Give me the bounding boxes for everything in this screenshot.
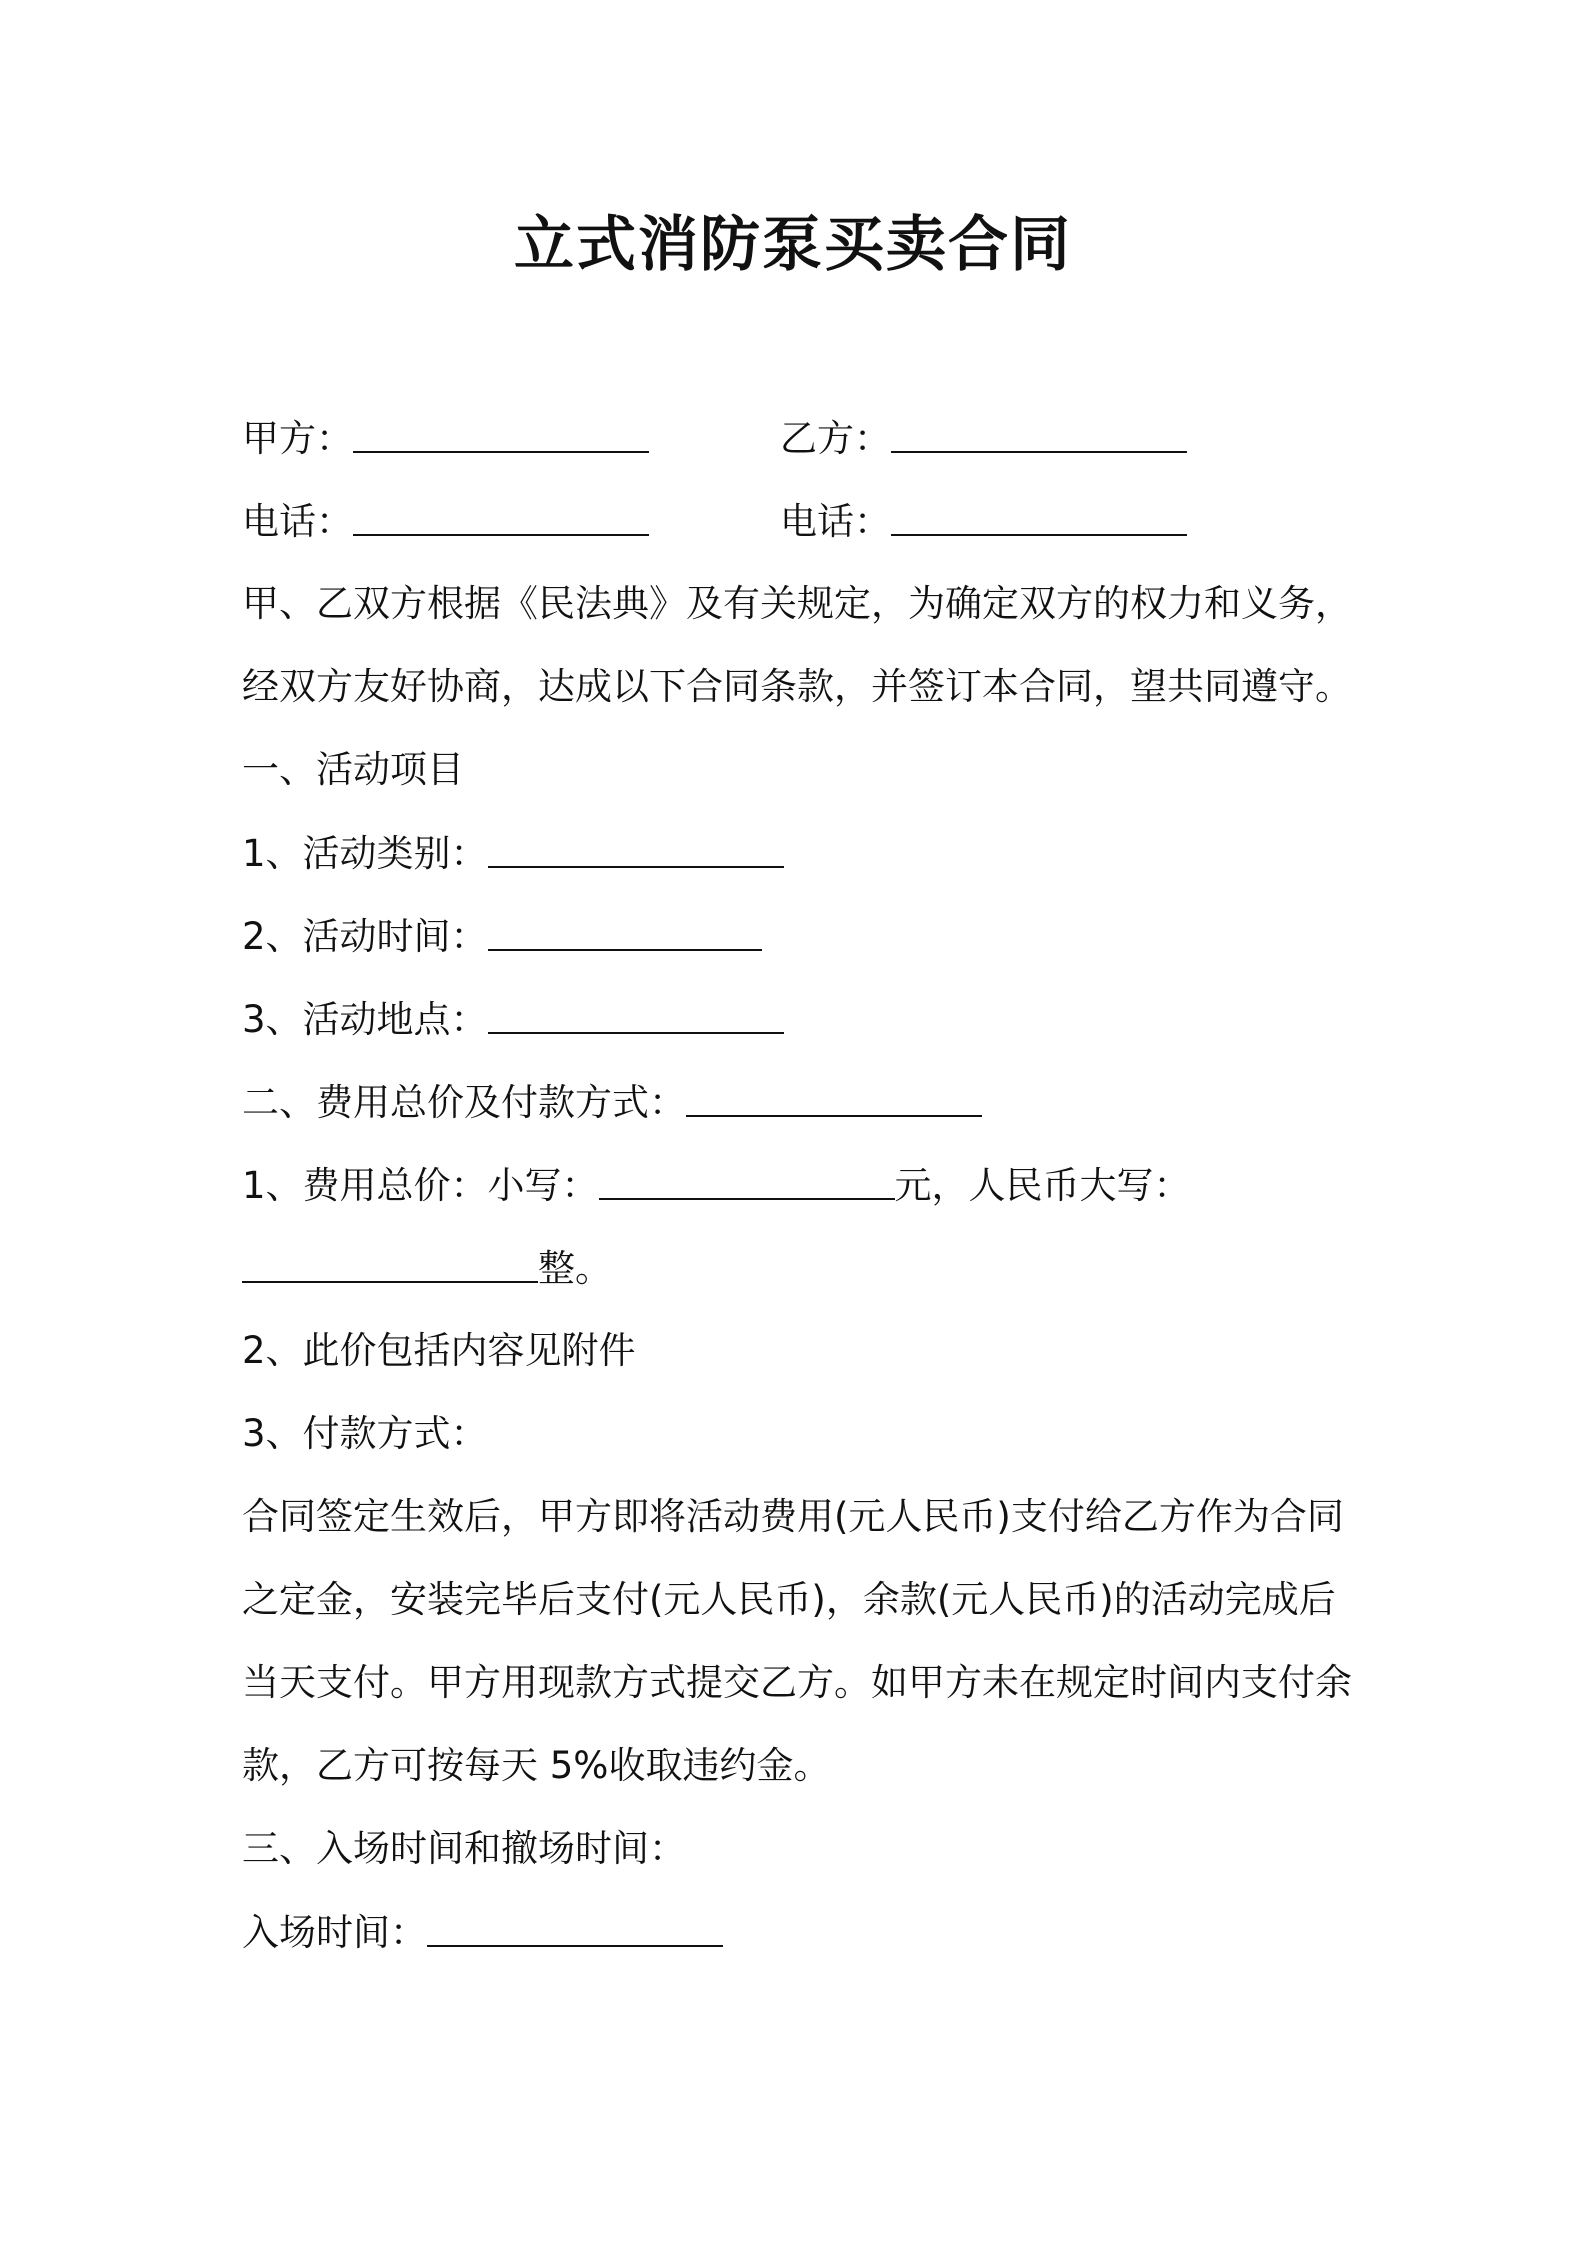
item-2-1-label-b: 元，人民币大写： bbox=[894, 1164, 1191, 1207]
item-2-1-line-2 bbox=[242, 1243, 612, 1294]
section-3-heading: 三、入场时间和撤场时间： bbox=[242, 1827, 686, 1870]
item-1-1-label: 1、活动类别： bbox=[242, 832, 488, 875]
item-2-1-label-c: 整。 bbox=[538, 1247, 612, 1290]
section-2-heading: 二、费用总价及付款方式： bbox=[242, 1081, 686, 1124]
item-1-2-line bbox=[242, 911, 762, 962]
entry-time-line bbox=[242, 1907, 723, 1958]
item-2-1-line bbox=[242, 1160, 1191, 1211]
item-1-2-label: 2、活动时间： bbox=[242, 915, 488, 958]
section-1-heading: 一、活动项目 bbox=[242, 748, 464, 791]
activity-location-blank[interactable] bbox=[488, 996, 784, 1034]
party-a-line bbox=[242, 413, 649, 464]
intro-line-1: 甲、乙双方根据《民法典》及有关规定，为确定双方的权力和义务， bbox=[242, 582, 1352, 625]
intro-line-2: 经双方友好协商，达成以下合同条款，并签订本合同，望共同遵守。 bbox=[242, 665, 1352, 708]
phone-b-line bbox=[780, 496, 1187, 547]
party-b-label: 乙方： bbox=[780, 417, 891, 460]
phone-a-blank[interactable] bbox=[353, 498, 649, 536]
party-b-blank[interactable] bbox=[891, 415, 1187, 453]
item-2-2: 2、此价包括内容见附件 bbox=[242, 1329, 636, 1372]
activity-category-blank[interactable] bbox=[488, 830, 784, 868]
party-a-blank[interactable] bbox=[353, 415, 649, 453]
phone-b-blank[interactable] bbox=[891, 498, 1187, 536]
page-title: 立式消防泵买卖合同 bbox=[514, 210, 1072, 280]
entry-time-blank[interactable] bbox=[427, 1909, 723, 1947]
payment-line-3: 当天支付。甲方用现款方式提交乙方。如甲方未在规定时间内支付余 bbox=[242, 1661, 1352, 1704]
party-b-line bbox=[780, 413, 1187, 464]
item-1-3-line bbox=[242, 994, 784, 1045]
payment-line-2: 之定金，安装完毕后支付(元人民币)，余款(元人民币)的活动完成后 bbox=[242, 1578, 1336, 1621]
phone-b-label: 电话： bbox=[780, 500, 891, 543]
payment-line-4: 款，乙方可按每天 5%收取违约金。 bbox=[242, 1744, 831, 1787]
item-2-3: 3、付款方式： bbox=[242, 1412, 488, 1455]
price-uppercase-blank[interactable] bbox=[242, 1245, 538, 1283]
party-a-label: 甲方： bbox=[242, 417, 353, 460]
activity-time-blank[interactable] bbox=[488, 913, 762, 951]
price-lowercase-blank[interactable] bbox=[599, 1162, 895, 1200]
payment-method-blank[interactable] bbox=[686, 1079, 982, 1117]
entry-time-label: 入场时间： bbox=[242, 1911, 427, 1954]
item-2-1-label-a: 1、费用总价：小写： bbox=[242, 1164, 599, 1207]
item-1-1-line bbox=[242, 828, 784, 879]
section-2-line bbox=[242, 1077, 982, 1128]
phone-a-label: 电话： bbox=[242, 500, 353, 543]
item-1-3-label: 3、活动地点： bbox=[242, 998, 488, 1041]
phone-a-line bbox=[242, 496, 649, 547]
payment-line-1: 合同签定生效后，甲方即将活动费用(元人民币)支付给乙方作为合同 bbox=[242, 1495, 1344, 1538]
